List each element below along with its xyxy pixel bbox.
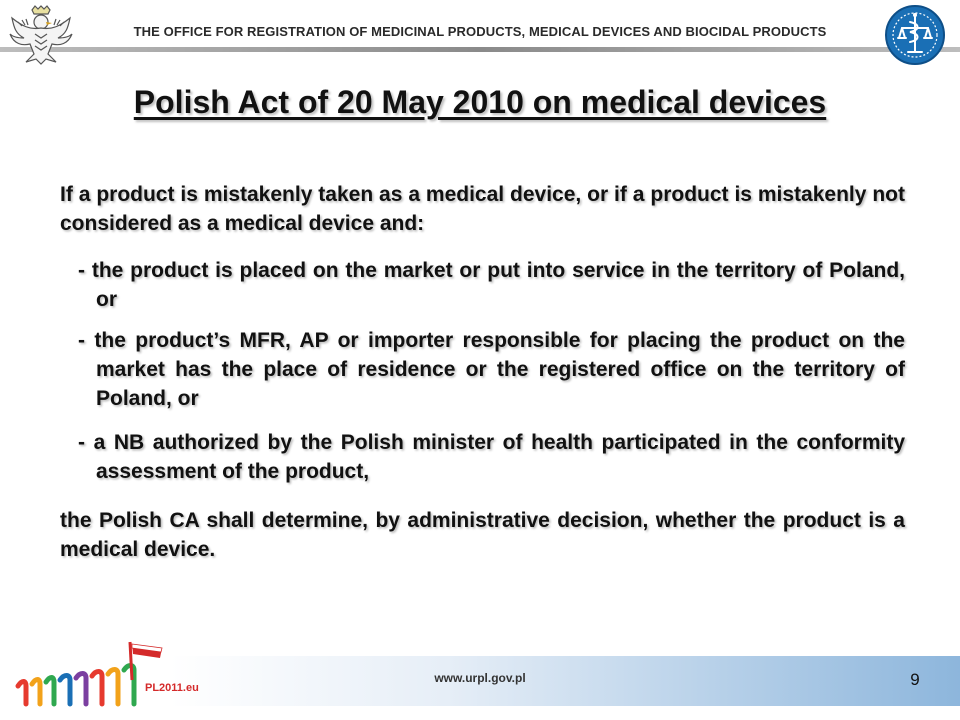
footer-url-link[interactable]: www.urpl.gov.pl [434, 671, 526, 685]
slide-title: Polish Act of 20 May 2010 on medical devices [133, 84, 827, 120]
footer-band [170, 656, 960, 706]
list-item: - a NB authorized by the Polish minister of health participated in the conformity assessment of the product, [78, 431, 905, 483]
list-item: - the product is placed on the market or put into service in the territory of Poland, or [78, 259, 905, 311]
conclusion-paragraph: the Polish CA shall determine, by administrative decision, whether the product is a medical device. [60, 509, 905, 561]
presidency-logo-text: PL2011.eu [145, 682, 199, 694]
page-number: 9 [910, 670, 920, 689]
organization-name: THE OFFICE FOR REGISTRATION OF MEDICINAL PRODUCTS, MEDICAL DEVICES AND BIOCIDAL PRODUCTS [133, 24, 827, 39]
header-divider [0, 46, 960, 54]
list-item: - the product’s MFR, AP or importer responsible for placing the product on the market has the place of residence or the registered office on the territory of Poland, or [78, 329, 905, 410]
pl2011-presidency-logo-icon [12, 636, 212, 714]
intro-paragraph: If a product is mistakenly taken as a medical device, or if a product is mistakenly not considered as a medical device and: [60, 183, 905, 235]
urpl-caduceus-scales-icon [884, 4, 946, 66]
